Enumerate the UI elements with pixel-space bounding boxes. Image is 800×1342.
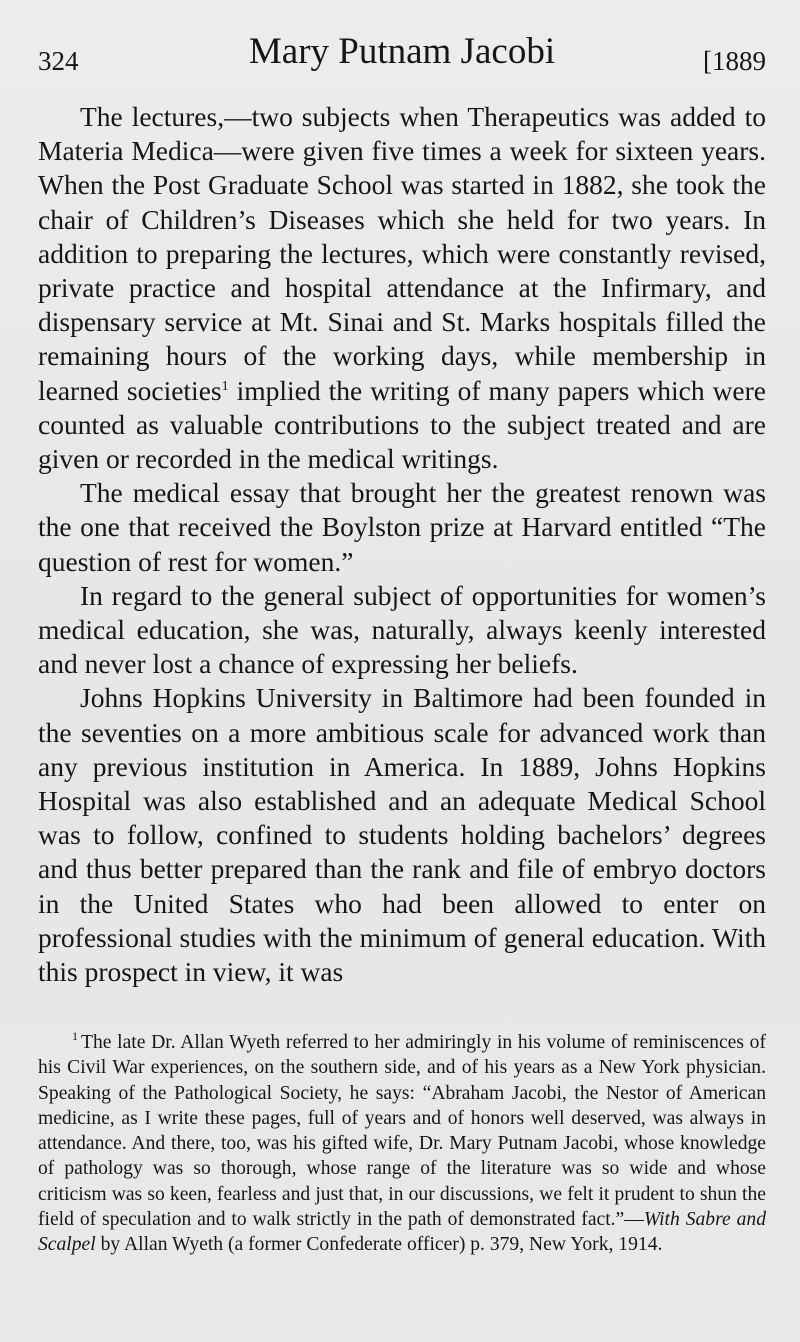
paragraph: In regard to the general subject of opportunities for women’s medical education, she was, naturally, always keenly interested and never lost a chance of expressing her beliefs. bbox=[38, 579, 766, 680]
footnote-book-title: With Sabre and Scalpel bbox=[38, 1209, 766, 1256]
paragraph: The medical essay that brought her the greatest renown was the one that received the Boylston prize at Harvard entitled “The question of rest for women.” bbox=[38, 477, 766, 577]
paragraph bbox=[38, 100, 766, 476]
main-text bbox=[38, 100, 766, 989]
footnote bbox=[38, 1030, 766, 1258]
footnote-mark: 1 bbox=[72, 1029, 78, 1044]
running-title: Mary Putnam Jacobi bbox=[248, 31, 556, 72]
paragraph-text: The lectures,—two subjects when Therapeutics was added to Materia Medica—were given five times a week for sixteen years. When the Post Graduate School was started in 1882, she took the chair of Children’s Diseases which she held for two years. In addition to preparing the lectures, which were constantly revised, private practice and hospital attendance at the Infirmary, and dispensary service at Mt. Sinai and St. Marks hospitals filled the remaining hours of the working days, while membership in learned societies bbox=[38, 101, 766, 406]
footnote-text: The late Dr. Allan Wyeth referred to her admiringly in his volume of reminiscences of his Civil War experiences, on the southern side, and of his years as a New York physician. Speaking of the Pathological Society, he says: “Abraham Jacobi, the Nestor of American medicine, as I write these pages, full of years and of honors well deserved, was always in attendance. And there, too, was his gifted wife, Dr. Mary Putnam Jacobi, whose knowledge of pathology was so thorough, whose range of the literature was so wide and whose criticism was so keen, fearless and just that, in our discussions, we felt it prudent to shun the field of speculation and to walk strictly in the path of demonstrated fact.”— bbox=[38, 1032, 766, 1231]
running-header bbox=[38, 30, 766, 80]
paragraph: Johns Hopkins University in Baltimore had been founded in the seventies on a more ambitious scale for advanced work than any previous institution in America. In 1889, Johns Hopkins Hospital was also established and an adequate Medical School was to follow, confined to students holding bachelors’ degrees and thus better prepared than the rank and file of embryo doctors in the United States who had been allowed to enter on professional studies with the minimum of general education. With this prospect in view, it was bbox=[38, 682, 766, 988]
footnote-reference: 1 bbox=[221, 378, 229, 394]
page-number: 324 bbox=[38, 46, 79, 76]
footnote-paragraph bbox=[38, 1030, 766, 1258]
footnote-text: by Allan Wyeth (a former Confederate officer) p. 379, New York, 1914. bbox=[95, 1234, 663, 1256]
paragraph-text: implied the writing of many papers which were counted as valuable contributions to the subject treated and are given or recorded in the medical writings. bbox=[38, 374, 767, 475]
running-year: [1889 bbox=[703, 46, 766, 76]
